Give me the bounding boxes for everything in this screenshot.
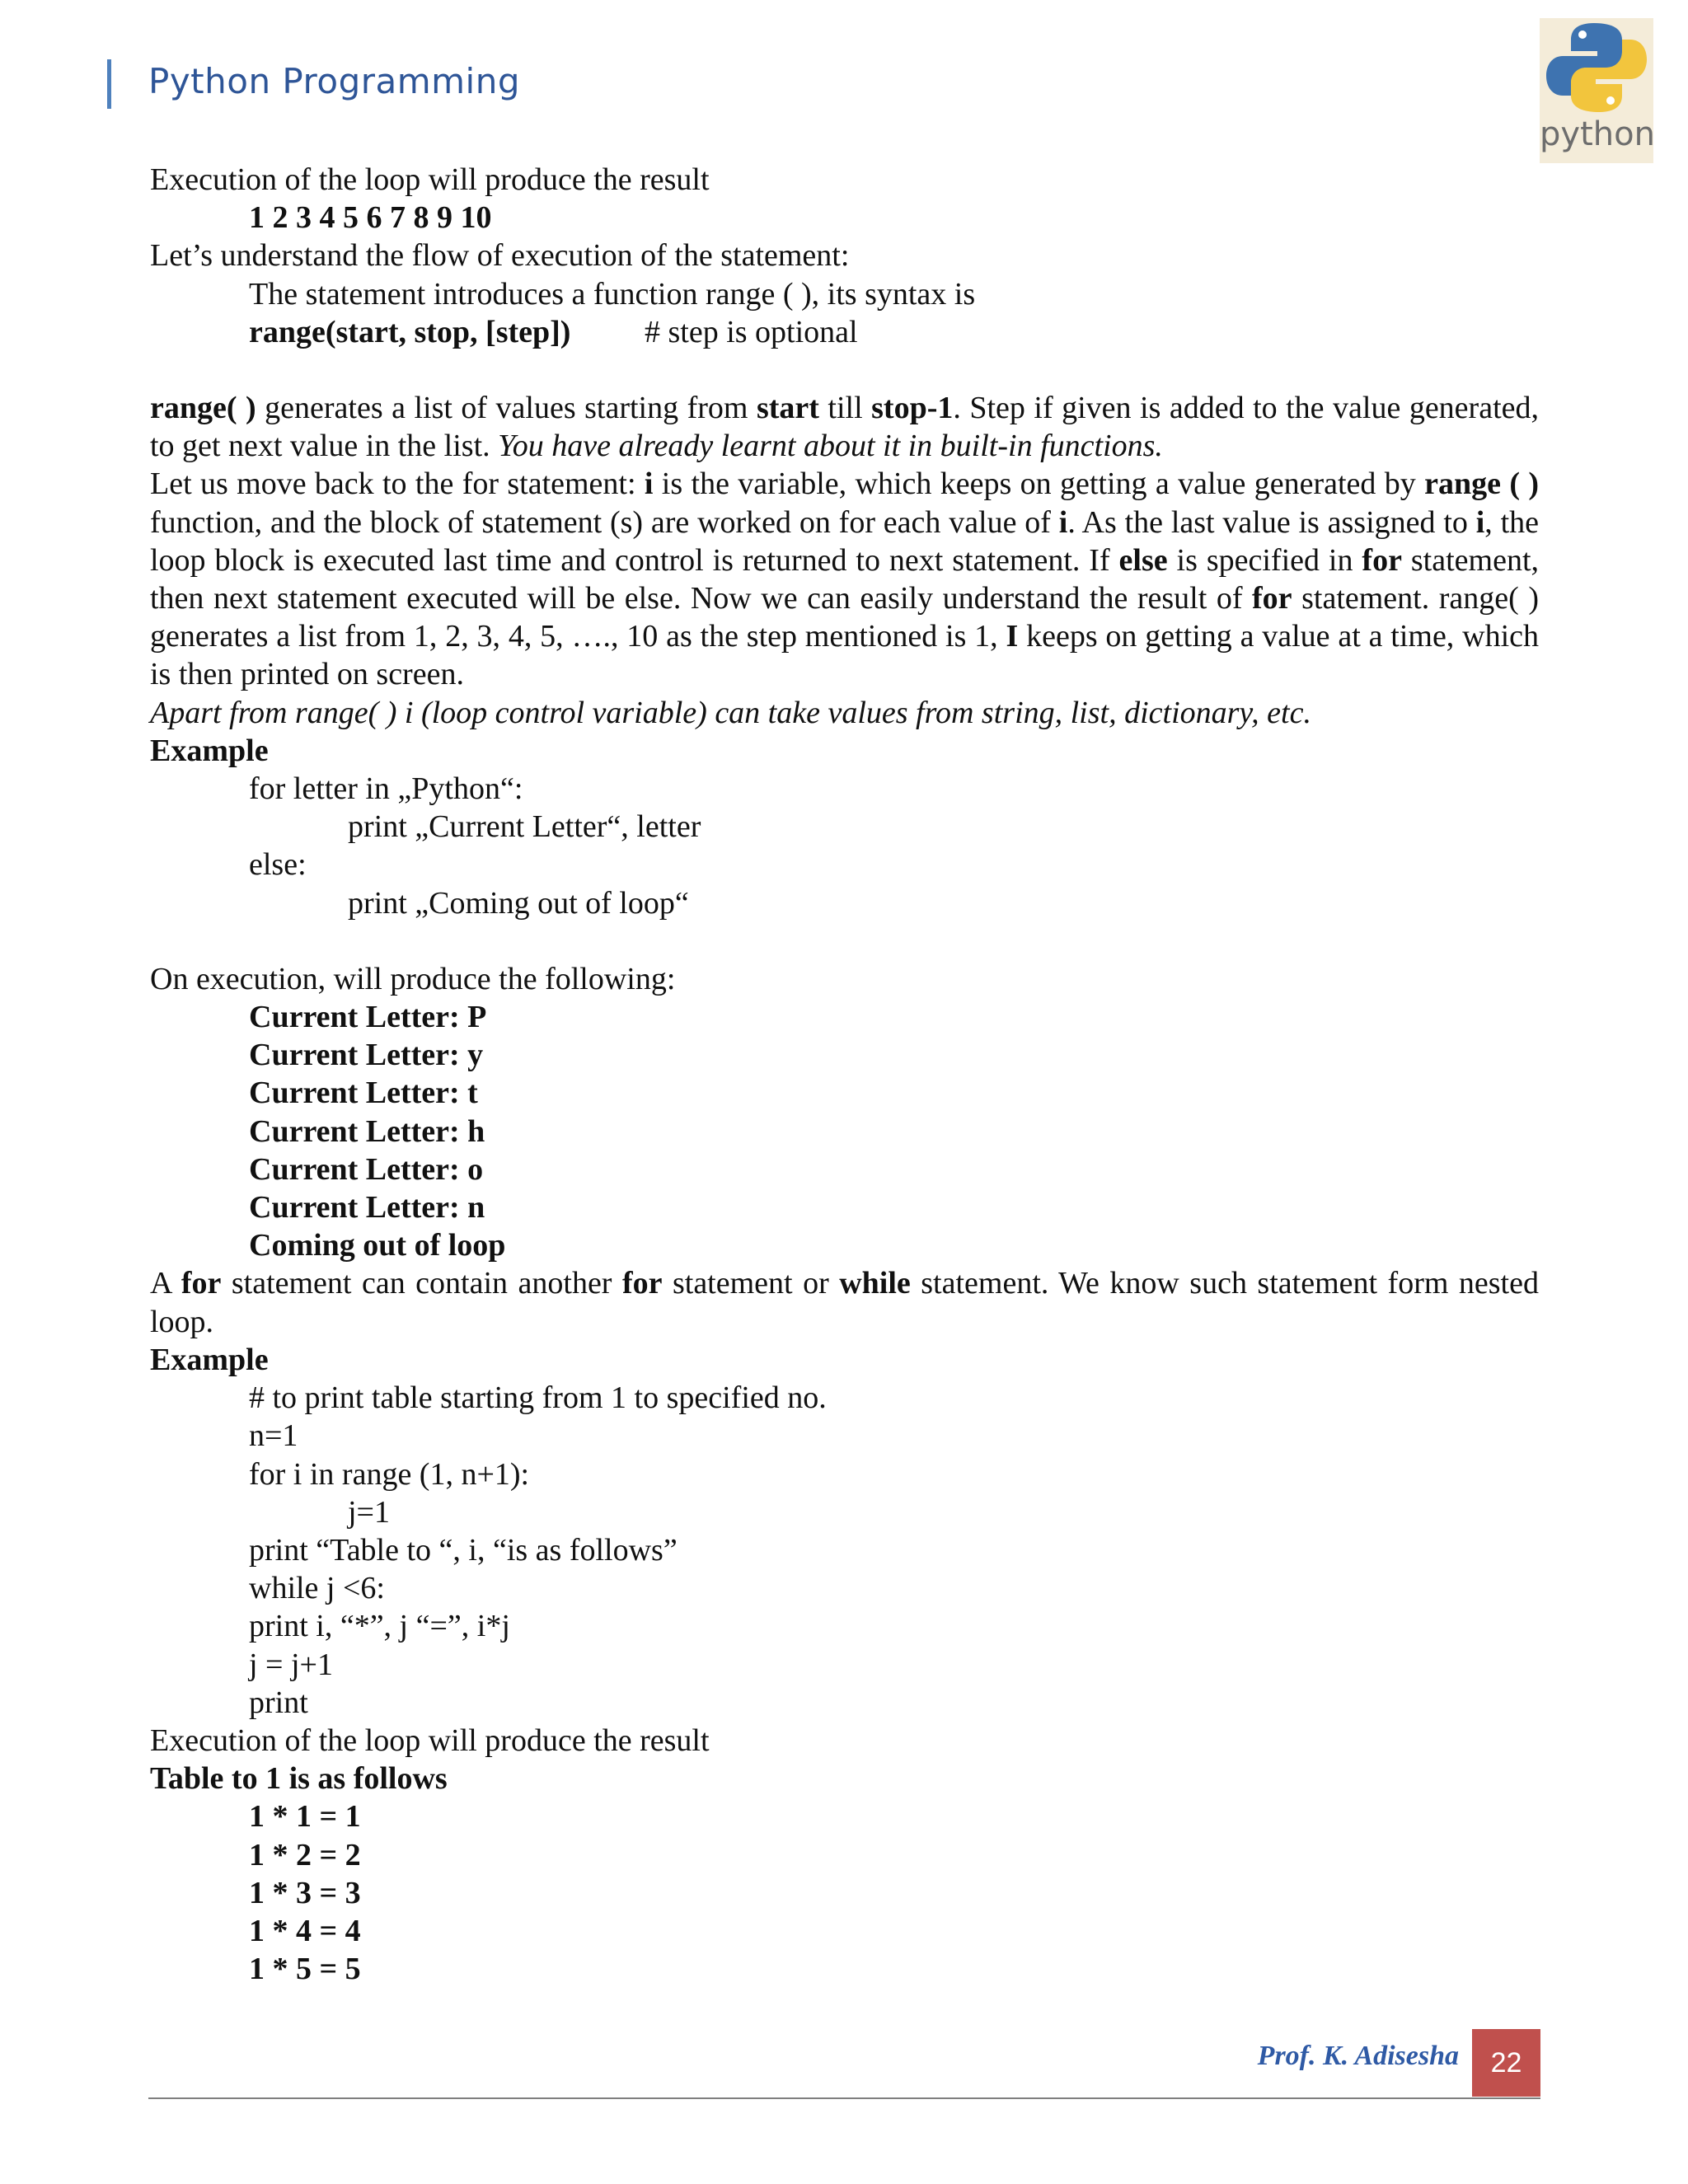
text-run: A (150, 1266, 181, 1301)
output-line: Current Letter: y (249, 1038, 484, 1073)
code-line: n=1 (249, 1418, 298, 1454)
code-line: # to print table starting from 1 to specified no. (249, 1380, 827, 1416)
bold-term: stop-1 (871, 391, 954, 426)
code-line: for i in range (1, n+1): (249, 1456, 530, 1492)
table-title: Table to 1 is as follows (150, 1761, 448, 1797)
text-run: . As the last value is assigned to (1067, 504, 1476, 540)
bold-term: range ( ) (1424, 466, 1539, 502)
paragraph-range (150, 389, 1539, 465)
text-run: generates a list of values starting from (256, 391, 757, 426)
bold-term: for (1252, 581, 1292, 616)
footer-divider (148, 2097, 1540, 2099)
code-line: j = j+1 (249, 1647, 333, 1682)
bold-term: i (644, 466, 654, 502)
text-run: , the loop block is executed last time and control is returned to next statement. If (150, 504, 1539, 578)
output-line: Current Letter: P (249, 1000, 487, 1035)
output-line: Current Letter: t (249, 1076, 478, 1111)
output-line: Current Letter: o (249, 1151, 484, 1187)
code-line: while j <6: (249, 1571, 385, 1606)
code-line: for letter in „Python“: (249, 771, 523, 807)
bold-term: else (1118, 542, 1168, 578)
body-line: Let’s understand the flow of execution of the statement: (150, 238, 850, 274)
output-line: 1 * 1 = 1 (249, 1799, 361, 1835)
text-run: Let us move back to the for statement: (150, 466, 645, 502)
italic-note: You have already learnt about it in built-in functions. (498, 429, 1163, 464)
text-run: statement, then next statement executed will be else. Now we can easily understand the result of (150, 542, 1540, 616)
bold-term: for (181, 1266, 222, 1301)
text-run: . Step if given is added to the value generated, to get next value in the list. (150, 391, 1539, 464)
bold-term: range( ) (150, 391, 256, 426)
bold-term: while (839, 1266, 911, 1301)
header-accent-bar (107, 59, 111, 109)
page-header-title: Python Programming (148, 61, 521, 101)
output-line: Coming out of loop (249, 1228, 506, 1263)
bold-term: I (1006, 619, 1019, 654)
text-run: statement. range( ) generates a list from 1, 2, 3, 4, 5, …., 10 as the step mentioned is 1, (150, 581, 1540, 654)
body-line: Execution of the loop will produce the result (150, 162, 710, 197)
code-line: print „Coming out of loop“ (348, 885, 689, 921)
python-snake-icon (1540, 18, 1653, 117)
python-logo (1540, 18, 1653, 163)
example-heading: Example (150, 1342, 269, 1377)
code-line: j=1 (348, 1494, 390, 1530)
paragraph-nested-loop (150, 1264, 1539, 1340)
syntax-comment: # step is optional (645, 314, 858, 349)
italic-note: Apart from range( ) i (loop control variable) can take values from string, list, dictionary, etc. (150, 695, 1311, 730)
output-line: 1 * 5 = 5 (249, 1952, 361, 1987)
output-line: 1 * 3 = 3 (249, 1875, 361, 1910)
python-logo-text: python (1540, 115, 1655, 153)
syntax-code: range(start, stop, [step]) (249, 314, 571, 349)
text-run: statement. We know such statement form nested loop. (150, 1266, 1539, 1339)
code-line: print “Table to “, i, “is as follows” (249, 1532, 678, 1568)
output-line: Current Letter: n (249, 1190, 485, 1226)
text-run: is the variable, which keeps on getting a value generated by (653, 466, 1425, 502)
body-line: The statement introduces a function range ( ), its syntax is (249, 276, 976, 312)
output-line: Current Letter: h (249, 1113, 485, 1149)
bold-term: i (1475, 504, 1485, 540)
page-content (150, 161, 1539, 1988)
page-number: 22 (1472, 2029, 1540, 2097)
text-run: statement or (662, 1266, 840, 1301)
code-line: print i, “*”, j “=”, i*j (249, 1609, 510, 1644)
text-run: till (818, 391, 872, 426)
output-line: 1 * 4 = 4 (249, 1913, 361, 1948)
text-run: keeps on getting a value at a time, which is then printed on screen. (150, 619, 1539, 692)
bold-term: for (1362, 542, 1402, 578)
example-heading: Example (150, 733, 269, 768)
text-run: function, and the block of statement (s) are worked on for each value of (150, 504, 1059, 540)
bold-term: start (756, 391, 819, 426)
code-line: print (249, 1685, 308, 1720)
output-line: 1 * 2 = 2 (249, 1837, 361, 1872)
text-run: is specified in (1167, 542, 1362, 578)
body-line: Execution of the loop will produce the result (150, 1722, 710, 1758)
paragraph-for-statement (150, 465, 1539, 693)
text-run: statement can contain another (221, 1266, 622, 1301)
code-line: else: (249, 847, 307, 883)
code-line: print „Current Letter“, letter (348, 809, 701, 845)
syntax-line (150, 313, 1539, 351)
output-line: 1 2 3 4 5 6 7 8 9 10 (249, 200, 492, 236)
footer-author: Prof. K. Adisesha (1257, 2041, 1459, 2071)
bold-term: for (621, 1266, 663, 1301)
body-line: On execution, will produce the following: (150, 961, 676, 996)
bold-term: i (1058, 504, 1068, 540)
